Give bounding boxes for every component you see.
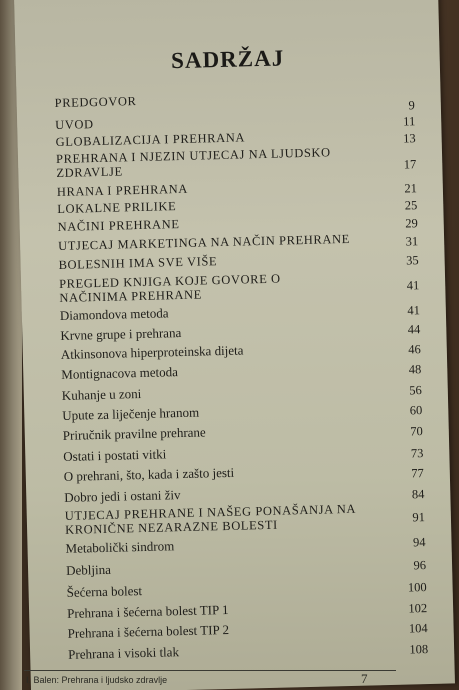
- toc-entry: [67, 639, 429, 662]
- toc-entry-page: 108: [409, 642, 429, 657]
- page-number: 7: [361, 671, 368, 686]
- toc-entry-label: Kuhanje u zoni: [61, 386, 142, 403]
- toc-entry-label: GLOBALIZACIJA I PREHRANA: [55, 130, 246, 150]
- toc-entry-page: 56: [409, 383, 422, 398]
- toc-entry-page: 29: [405, 216, 418, 231]
- toc-entry-page: 94: [412, 535, 426, 550]
- toc-entry-page: 41: [407, 303, 421, 318]
- toc-entry-label: Ostati i postati vitki: [63, 446, 167, 464]
- toc-entry-label: Krvne grupe i prehrana: [60, 325, 182, 343]
- book-page: [14, 0, 455, 690]
- toc-entry-page: 41: [406, 278, 420, 293]
- toc-entry-page: 25: [404, 198, 418, 213]
- footer-rule: [24, 670, 396, 671]
- toc-entry-page: 11: [403, 114, 416, 129]
- toc-entry-page: 60: [409, 403, 423, 418]
- toc-entry-page: 46: [408, 342, 421, 357]
- toc-entry: [63, 441, 424, 464]
- toc-entry-label: LOKALNE PRILIKE: [57, 199, 177, 217]
- toc-entry-label: Debljina: [65, 561, 112, 578]
- toc-entry-page: 73: [410, 446, 424, 461]
- toc-entry-page: 31: [405, 234, 419, 249]
- toc-entry-label: UTJECAJ PREHRANE I NAŠEG PONAŠANJA NA KRONIČNE NEZARAZNE BOLESTI: [64, 501, 356, 537]
- toc-entry-label: Prehrana i šećerna bolest TIP 1: [66, 601, 229, 621]
- toc-entry-label: PREDGOVOR: [54, 94, 137, 111]
- toc-entry-page: 35: [405, 253, 419, 268]
- toc-entry-page: 70: [410, 424, 423, 439]
- toc-entry: [66, 598, 428, 621]
- toc-entry-label: Prehrana i visoki tlak: [67, 644, 180, 662]
- toc-entry-page: 13: [402, 131, 416, 146]
- toc-entry: [54, 87, 416, 113]
- toc-entry-label: PREGLED KNJIGA KOJE GOVORE O NAČINIMA PREHRANE: [58, 271, 281, 305]
- toc-entry-page: 102: [408, 601, 428, 616]
- toc-entry-page: 104: [408, 621, 428, 636]
- toc-entry-label: Prehrana i šećerna bolest TIP 2: [67, 621, 230, 641]
- toc-entry-page: 48: [408, 362, 422, 377]
- toc-entry-page: 44: [407, 322, 421, 337]
- toc-entry: [61, 380, 422, 403]
- page-title: SADRŽAJ: [170, 45, 285, 74]
- toc-entry-label: BOLESNIH IMA SVE VIŠE: [58, 254, 218, 272]
- toc-entry-page: 84: [411, 487, 425, 502]
- toc-entry-label: HRANA I PREHRANA: [56, 181, 189, 200]
- toc-entry: [64, 482, 425, 505]
- toc-entry: [65, 555, 427, 578]
- toc-entry-label: PREHRANA I NJEZIN UTJECAJ NA LJUDSKO ZDRAVLJE: [55, 145, 331, 181]
- toc-entry-label: Upute za liječenje hranom: [62, 404, 200, 423]
- toc-entry-label: Montignacova metoda: [61, 364, 179, 382]
- toc-entry: [66, 577, 427, 600]
- toc-entry-page: 17: [403, 157, 417, 172]
- toc-entry-label: UVOD: [55, 117, 94, 133]
- toc-entry-label: O prehrani, što, kada i zašto jesti: [63, 464, 235, 484]
- footer-text: I. Balen: Prehrana i ljudsko zdravlje: [26, 675, 168, 685]
- toc-entry-label: Atkinsonova hiperproteinska dijeta: [60, 342, 244, 362]
- toc-entry-label: Šećerna bolest: [66, 583, 143, 600]
- toc-entry-page: 21: [404, 181, 418, 196]
- toc-entry-label: NAČINI PREHRANE: [57, 217, 180, 234]
- toc-entry-label: Metabolički sindrom: [65, 538, 175, 556]
- toc-entry-page: 100: [407, 580, 427, 595]
- toc-entry-label: Diamondova metoda: [59, 305, 169, 323]
- toc-entry-page: 91: [412, 510, 426, 525]
- toc-entry: [55, 109, 416, 133]
- toc-entry-label: Dobro jedi i ostani živ: [64, 487, 181, 505]
- toc-entry-page: 9: [408, 98, 416, 113]
- toc-entry-page: 96: [413, 558, 427, 573]
- toc-entry-label: UTJECAJ MARKETINGA NA NAČIN PREHRANE: [57, 231, 351, 253]
- toc-entry-label: Priručnik pravilne prehrane: [62, 424, 206, 443]
- toc-entry-page: 77: [411, 466, 424, 481]
